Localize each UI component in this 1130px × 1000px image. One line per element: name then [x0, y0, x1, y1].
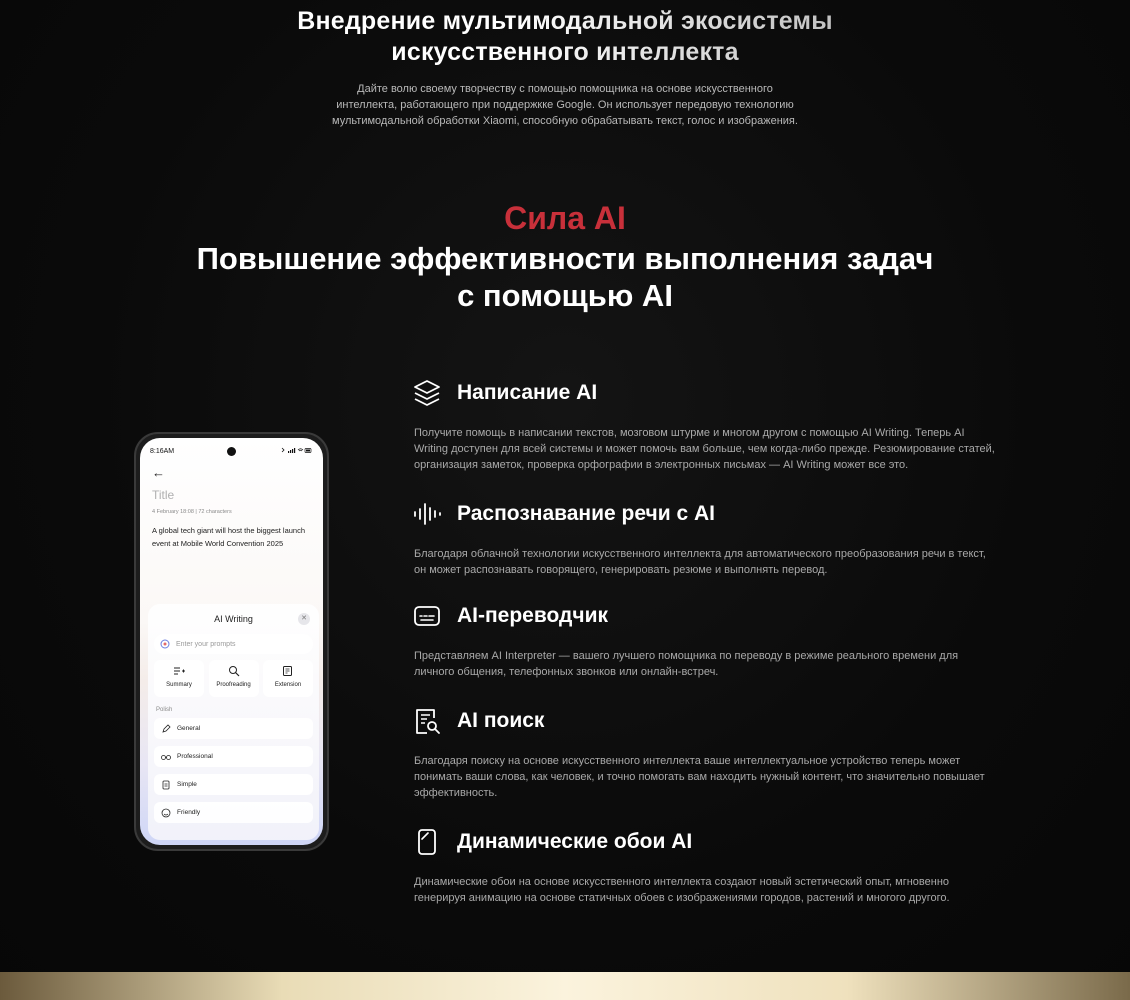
- feature-description: Получите помощь в написании текстов, мозговом штурме и многом другом с помощью AI Writing. Теперь AI Writing доступен для всей системы и может помочь вам больше, чем когда-либо прежде. Резюмирование статей, организация заметок, проверка орфографии в электронных письмах — AI Writing может все это.: [414, 427, 995, 471]
- feature-name: Распознавание речи с AI: [457, 502, 715, 525]
- ecosystem-title-line1: Внедрение мультимодальной экосистемы: [0, 6, 1130, 37]
- status-icons: [281, 447, 313, 456]
- section-title-line1: Повышение эффективности выполнения задач: [196, 241, 934, 276]
- polish-friendly-option[interactable]: [154, 802, 313, 823]
- prompt-placeholder: Enter your prompts: [176, 640, 236, 648]
- section-title: [120, 240, 1010, 314]
- smile-icon: [161, 808, 171, 818]
- feature-description: Благодаря облачной технологии искусственного интеллекта для автоматического преобразования речи в текст, он может распознавать говорящего, генерировать резюме и выполнять перевод.: [414, 548, 986, 576]
- magnifier-icon: [228, 665, 240, 677]
- document-icon: [161, 780, 171, 790]
- feature-ai-writing: [410, 376, 1000, 473]
- ai-writing-sheet: [148, 604, 319, 840]
- section-kicker: Сила AI: [504, 200, 626, 236]
- feature-name: Написание AI: [457, 381, 598, 404]
- phone-screen: [140, 438, 323, 845]
- note-title[interactable]: Title: [152, 488, 175, 502]
- feature-name: AI поиск: [457, 709, 545, 732]
- front-camera: [227, 447, 236, 456]
- writing-tools: [154, 660, 313, 697]
- ecosystem-description: Дайте волю своему творчеству с помощью помощника на основе искусственного интеллекта, работающего при поддержкке Google. Он использует передовую технологию мультимодальной обработки Xiaomi, способную обрабатывать текст, голос и изображения.: [332, 83, 798, 127]
- polish-simple-option[interactable]: [154, 774, 313, 795]
- polish-professional-label: Professional: [177, 753, 213, 760]
- next-section-image: [0, 972, 1130, 1000]
- proofreading-button[interactable]: [209, 660, 259, 697]
- pencil-icon: [161, 724, 171, 734]
- phone-mockup: [134, 432, 329, 851]
- soundwave-icon: [410, 497, 444, 531]
- feature-description: Динамические обои на основе искусственного интеллекта создают новый эстетический опыт, мгновенно генерируя анимацию на основе статичных обоев с изображениями городов, растений и многого другого.: [414, 876, 950, 904]
- edit-document-icon: [282, 665, 294, 677]
- feature-description: Представляем AI Interpreter — вашего лучшего помощника по переводу в режиме реального времени для личного общения, телефонных звонков или онлайн-встреч.: [414, 650, 959, 678]
- glasses-icon: [161, 752, 171, 762]
- phone-wallpaper-icon: [410, 825, 444, 859]
- polish-simple-label: Simple: [177, 781, 197, 788]
- close-icon[interactable]: ✕: [298, 613, 310, 625]
- polish-label: Polish: [156, 707, 173, 713]
- summary-label: Summary: [166, 682, 192, 688]
- summary-icon: [173, 665, 185, 677]
- note-meta: 4 February 18:08 | 72 characters: [152, 509, 232, 515]
- status-time: 8:16AM: [150, 447, 175, 455]
- back-arrow-icon[interactable]: ←: [152, 465, 165, 480]
- section-title-line2: с помощью AI: [457, 278, 673, 313]
- extension-label: Extension: [274, 682, 302, 688]
- proofreading-label: Proofreading: [216, 682, 251, 688]
- feature-ai-search: [410, 704, 1000, 801]
- polish-friendly-label: Friendly: [177, 809, 201, 816]
- signal-wifi-battery-icon: [281, 447, 313, 454]
- summary-button[interactable]: [154, 660, 204, 697]
- feature-name: AI-переводчик: [457, 604, 608, 627]
- feature-dynamic-wallpaper: [410, 825, 1000, 906]
- subtitles-icon: [410, 599, 444, 633]
- ai-sparkle-icon: [160, 639, 170, 649]
- note-body[interactable]: A global tech giant will host the biggest launch event at Mobile World Convention 2025: [152, 526, 306, 548]
- extension-button[interactable]: [263, 660, 313, 697]
- feature-speech-recognition: [410, 497, 1000, 578]
- feature-ai-interpreter: [410, 599, 1000, 680]
- ecosystem-title: [0, 6, 1130, 68]
- sheet-title: AI Writing: [214, 614, 253, 624]
- layers-icon: [410, 376, 444, 410]
- feature-description: Благодаря поиску на основе искусственного интеллекта ваше интеллектуальное устройство теперь может понимать ваши слова, как человек, и точно помогать вам находить нужный контент, что значительно повышает эффективность.: [414, 755, 985, 799]
- polish-general-label: General: [177, 725, 201, 732]
- polish-professional-option[interactable]: [154, 746, 313, 767]
- feature-name: Динамические обои AI: [457, 830, 693, 853]
- ecosystem-title-line2: искусственного интеллекта: [0, 37, 1130, 68]
- document-search-icon: [410, 704, 444, 738]
- polish-general-option[interactable]: [154, 718, 313, 739]
- prompt-input[interactable]: [154, 634, 313, 654]
